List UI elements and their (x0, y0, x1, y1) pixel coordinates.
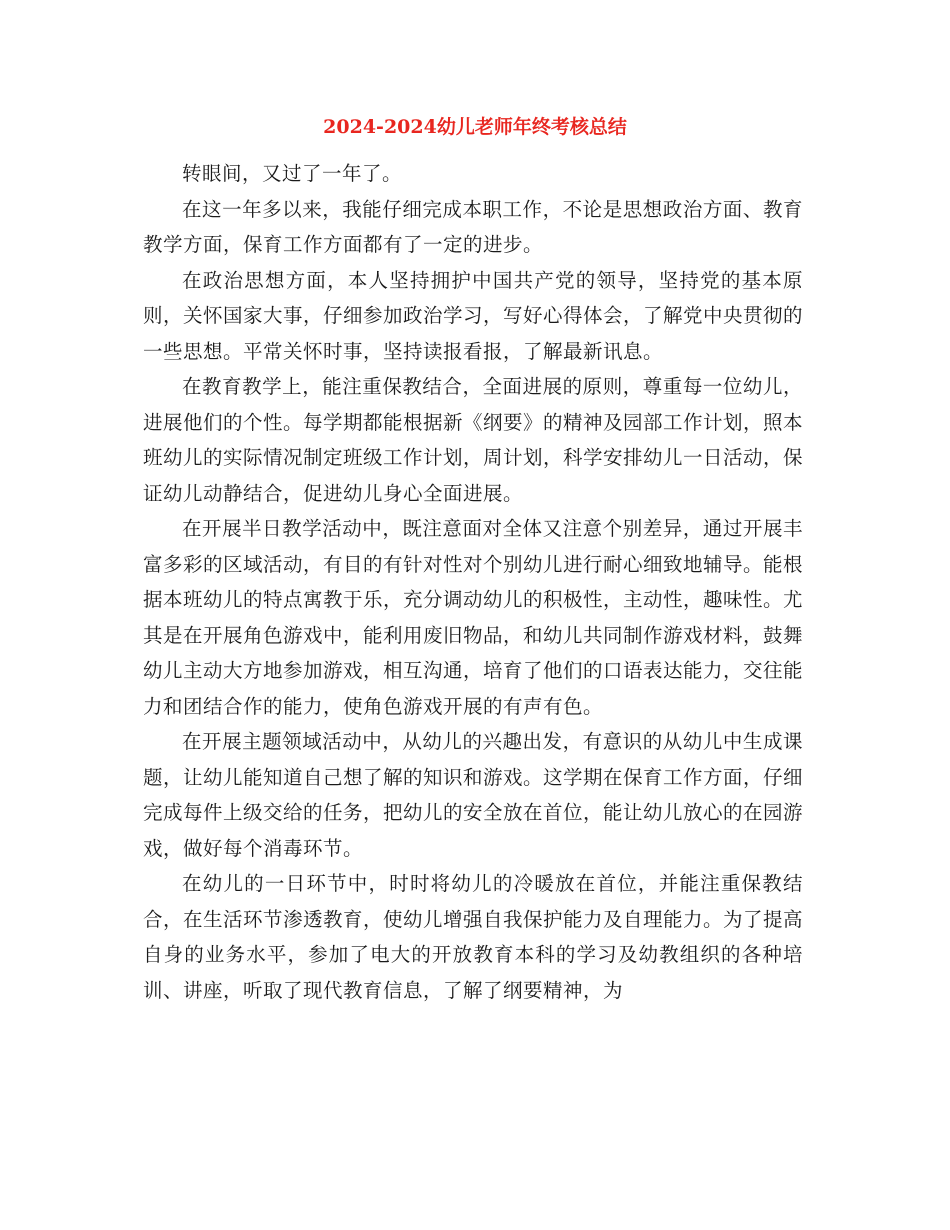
paragraph-1: 转眼间，又过了一年了。 (182, 162, 403, 185)
paragraph-5: 在开展半日教学活动中，既注意面对全体又注意个别差异，通过开展丰富多彩的区域活动，有目的有针对性对个别幼儿进行耐心细致地辅导。能根据本班幼儿的特点寓教于乐，充分调动幼儿的积极性，主动性，趣味性。尤其是在开展角色游戏中，能利用废旧物品，和幼儿共同制作游戏材料，鼓舞幼儿主动大方地参加游戏，相互沟通，培育了他们的口语表达能力，交往能力和团结合作的能力，使角色游戏开展的有声有色。 (143, 517, 804, 718)
paragraph-2: 在这一年多以来，我能仔细完成本职工作，不论是思想政治方面、教育教学方面，保育工作方面都有了一定的进步。 (143, 197, 803, 256)
paragraph-3: 在政治思想方面，本人坚持拥护中国共产党的领导，坚持党的基本原则，关怀国家大事，仔细参加政治学习，写好心得体会，了解党中央贯彻的一些思想。平常关怀时事，坚持读报看报，了解最新讯息。 (143, 268, 804, 363)
document-body (143, 156, 803, 1008)
document-title: 2024-2024幼儿老师年终考核总结 (323, 116, 627, 138)
paragraph-6: 在开展主题领域活动中，从幼儿的兴趣出发，有意识的从幼儿中生成课题，让幼儿能知道自己想了解的知识和游戏。这学期在保育工作方面，仔细完成每件上级交给的任务，把幼儿的安全放在首位，能让幼儿放心的在园游戏，做好每个消毒环节。 (143, 730, 804, 860)
paragraph-7: 在幼儿的一日环节中，时时将幼儿的冷暖放在首位，并能注重保教结合，在生活环节渗透教育，使幼儿增强自我保护能力及自理能力。为了提高自身的业务水平，参加了电大的开放教育本科的学习及幼教组织的各种培训、讲座，听取了现代教育信息，了解了纲要精神，为 (143, 872, 804, 1002)
paragraph-4: 在教育教学上，能注重保教结合，全面进展的原则，尊重每一位幼儿，进展他们的个性。每学期都能根据新《纲要》的精神及园部工作计划，照本班幼儿的实际情况制定班级工作计划，周计划，科学安排幼儿一日活动，保证幼儿动静结合，促进幼儿身心全面进展。 (143, 375, 804, 505)
